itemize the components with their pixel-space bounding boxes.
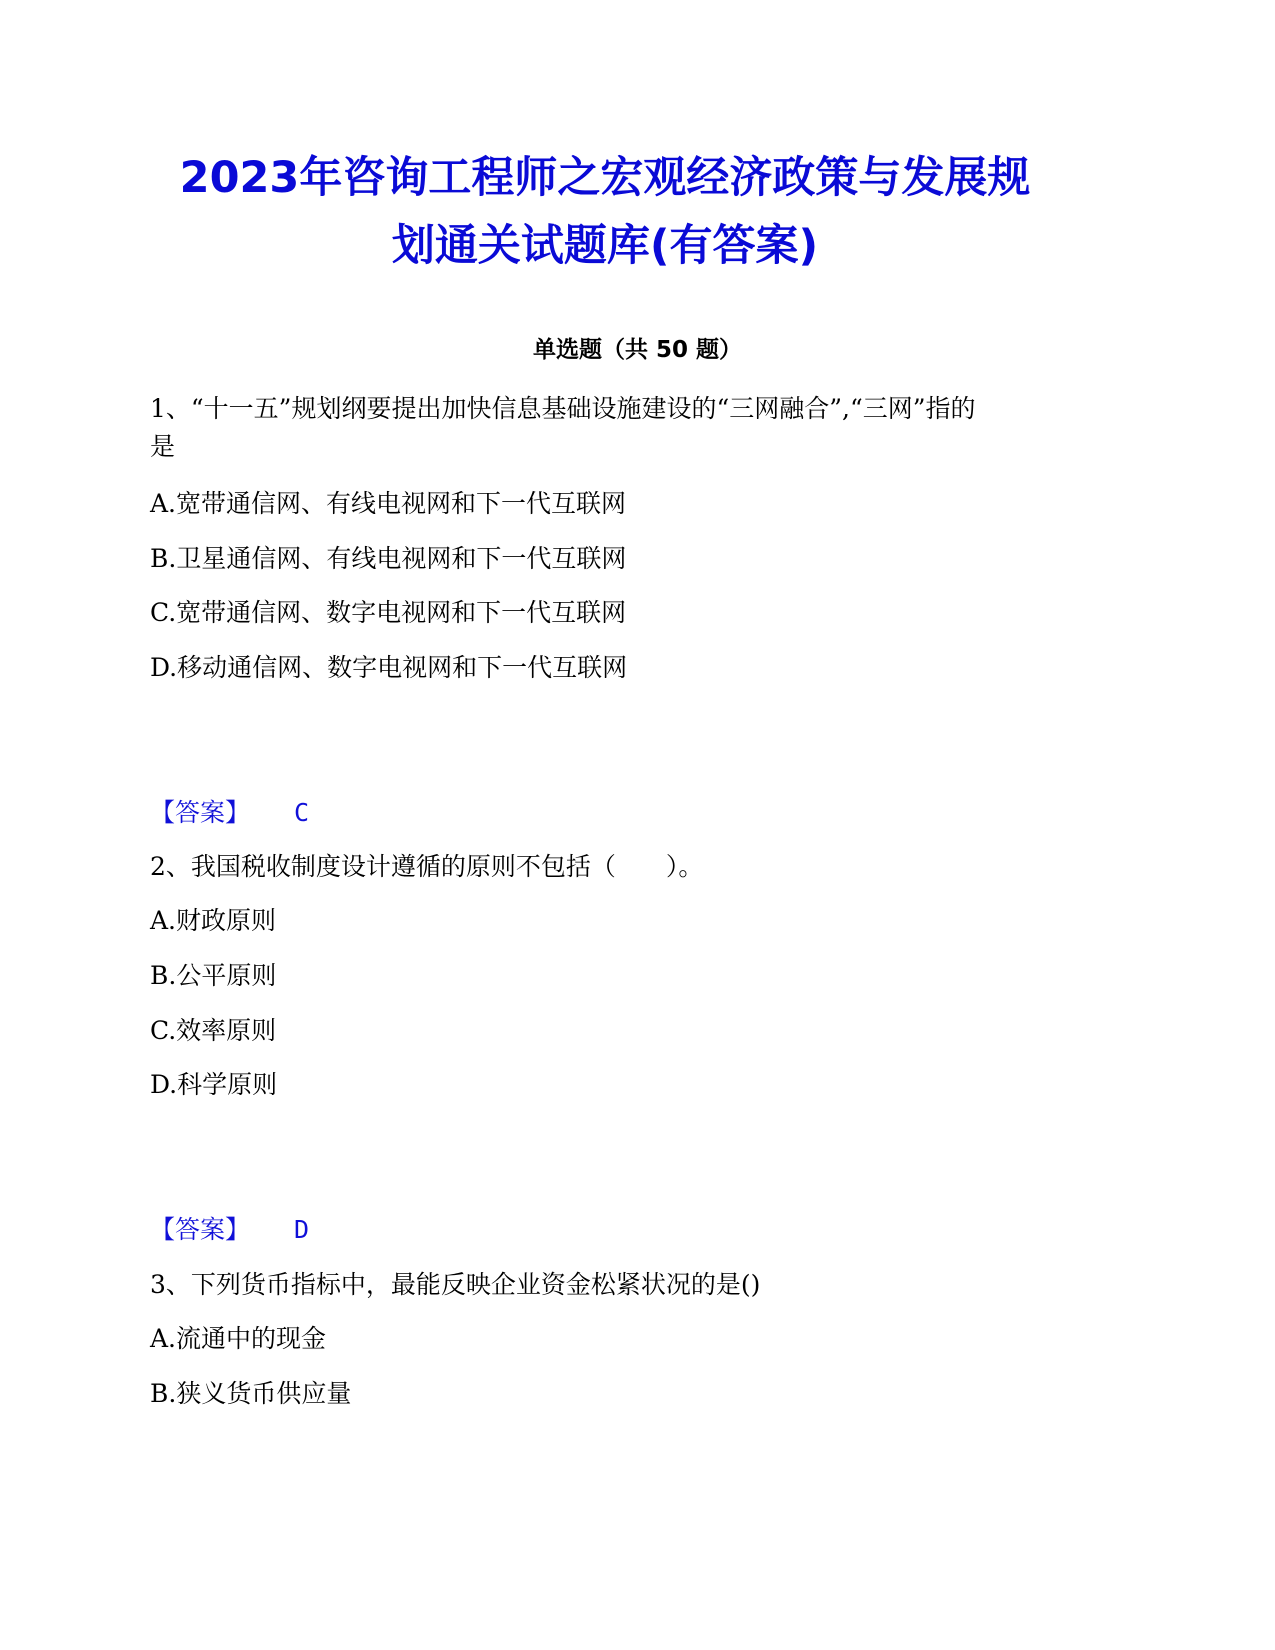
question-2-stem: 2、我国税收制度设计遵循的原则不包括（ ）。: [150, 852, 704, 881]
question-2-option-d: D.科学原则: [150, 1070, 278, 1099]
question-1-option-c: C.宽带通信网、数字电视网和下一代互联网: [150, 598, 627, 627]
question-3-option-b: B.狭义货币供应量: [150, 1379, 352, 1408]
answer-label: 【答案】: [150, 798, 251, 827]
question-1-option-d: D.移动通信网、数字电视网和下一代互联网: [150, 653, 628, 682]
section-heading: 单选题（共 50 题）: [532, 337, 743, 363]
question-3-option-a: A.流通中的现金: [150, 1324, 327, 1353]
question-1-stem-line-1: 1、“十一五”规划纲要提出加快信息基础设施建设的“三网融合”,“三网”指的: [150, 394, 976, 423]
question-1-option-a: A.宽带通信网、有线电视网和下一代互联网: [150, 489, 627, 518]
answer-value: D: [294, 1215, 310, 1244]
answer-label: 【答案】: [150, 1215, 251, 1244]
question-2-option-c: C.效率原则: [150, 1016, 277, 1045]
question-2-option-b: B.公平原则: [150, 961, 277, 990]
question-1-option-b: B.卫星通信网、有线电视网和下一代互联网: [150, 544, 627, 573]
question-1-stem-line-2: 是: [150, 432, 176, 461]
question-3-stem: 3、下列货币指标中，最能反映企业资金松紧状况的是(): [150, 1270, 761, 1299]
document-title-line-1: 2023年咨询工程师之宏观经济政策与发展规: [179, 153, 1031, 203]
question-2-answer: [150, 1217, 309, 1242]
question-2-option-a: A.财政原则: [150, 906, 277, 935]
document-title-line-2: 划通关试题库(有答案): [391, 221, 819, 271]
question-1-answer: [150, 800, 309, 825]
answer-value: C: [294, 798, 310, 827]
